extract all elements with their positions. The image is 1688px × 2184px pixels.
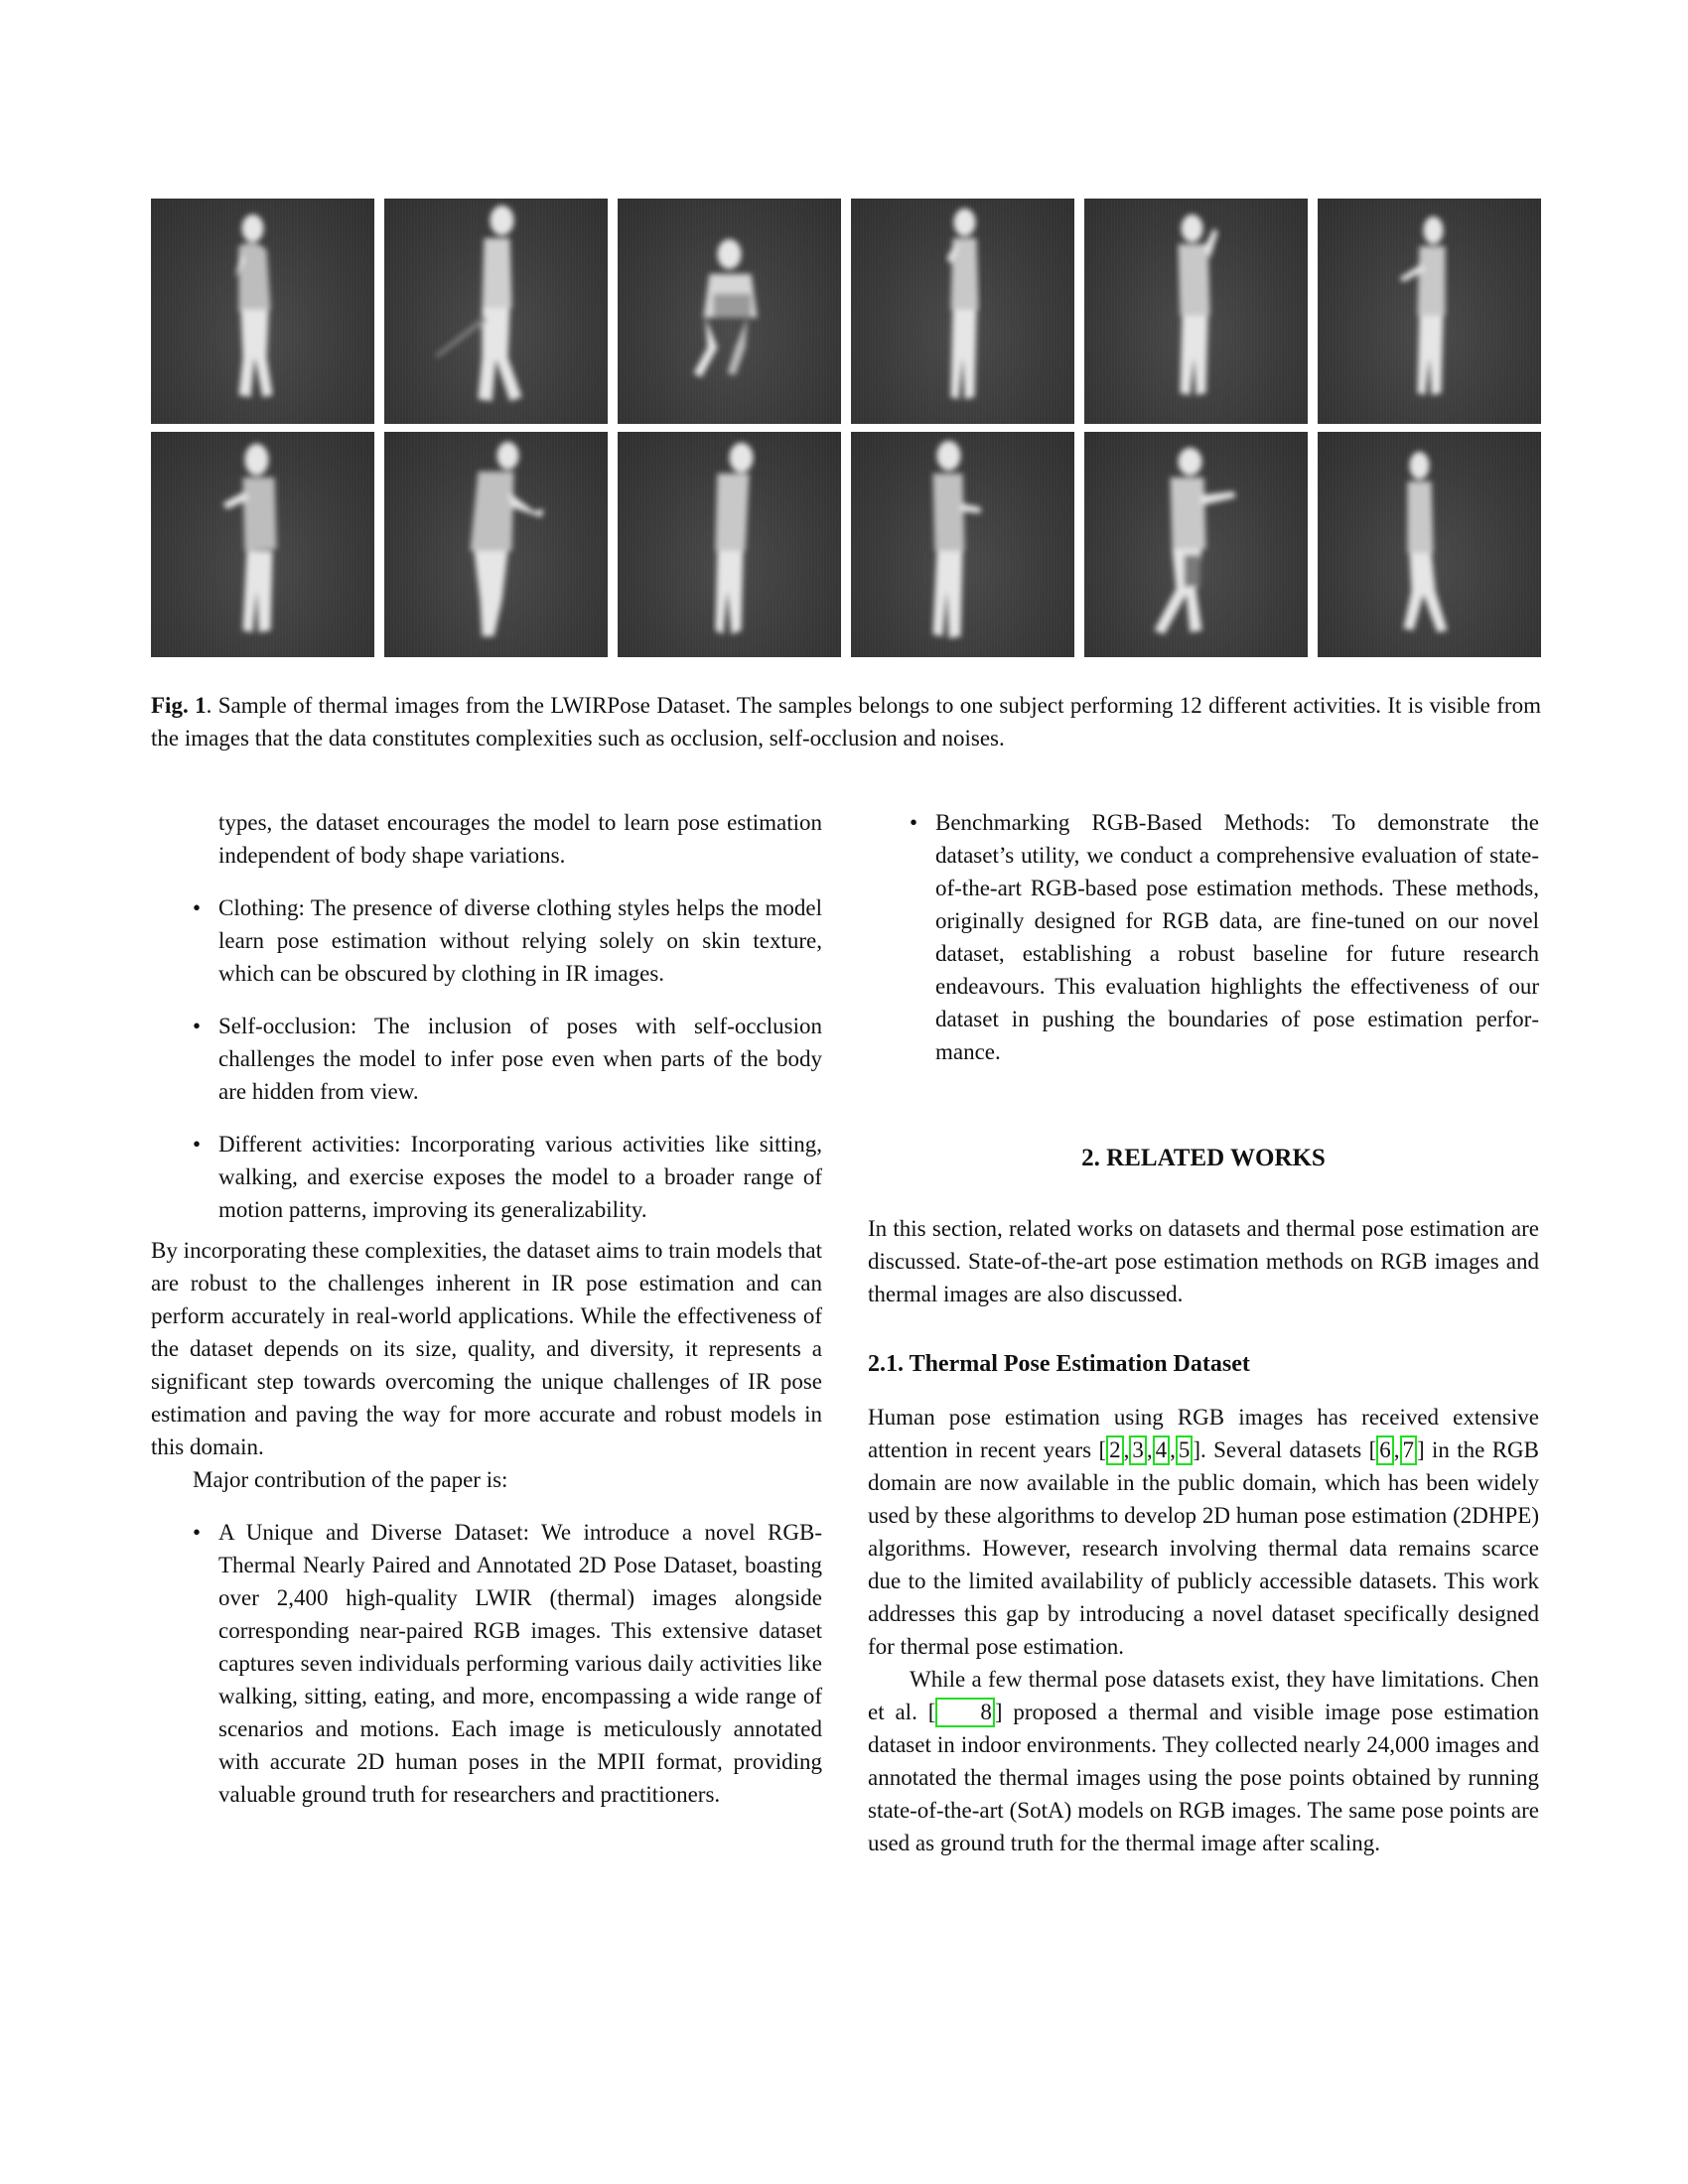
person-silhouette-icon: [618, 199, 841, 424]
citation-link[interactable]: 6: [1376, 1435, 1394, 1465]
thermal-image-tile: [151, 199, 374, 424]
citation-link[interactable]: 5: [1176, 1435, 1194, 1465]
list-item: • Different activities: Incorporating various activities like sitting, walking, and exercise exposes the model to a broader range of motion patterns, improving its generalizability.: [151, 1128, 822, 1226]
thermal-image-tile: [1084, 199, 1308, 424]
bullet-continuation: types, the dataset encourages the model to learn pose estimation independent of body shape variations.: [218, 810, 822, 868]
thermal-image-tile: [1318, 199, 1541, 424]
list-item: • Self-occlusion: The inclusion of poses with self-occlusion challenges the model to infer pose even when parts of the body are hidden from view.: [151, 1010, 822, 1108]
bullet-icon: •: [193, 1014, 202, 1038]
thermal-image-tile: [384, 199, 608, 424]
citation-link[interactable]: 3: [1129, 1435, 1147, 1465]
list-item: • Benchmarking RGB-Based Methods: To demonstrate the dataset’s utility, we conduct a comprehensive evaluation of state-of-the-art RGB-based pose estimation methods. These methods, originally designed for RGB data, are fine-tuned on our novel dataset, establishing a robust baseline for future research endeavours. This evaluation highlights the effectiveness of our dataset in pushing the boundaries of pose estimation performance.: [868, 806, 1539, 1068]
section-intro: In this section, related works on datasets and thermal pose estimation are discussed. State-of-the-art pose estimation methods on RGB images and thermal images are also discussed.: [868, 1216, 1539, 1306]
citation-link[interactable]: 2: [1106, 1435, 1124, 1465]
body-paragraph: By incorporating these complexities, the dataset aims to train models that are robust to the challenges inherent in IR pose estimation and can perform accurately in real-world applications. While the effectiveness of the dataset depends on its size, quality, and diversity, it represents a significant step towards overcoming the unique challenges of IR pose estimation and paving the way for more accurate and robust models in this domain.: [151, 1238, 822, 1459]
list-item: • A Unique and Diverse Dataset: We introduce a novel RGB-Thermal Nearly Paired and Annotated 2D Pose Dataset, boasting over 2,400 high-quality LWIR (thermal) images alongside corresponding near-paired RGB images. This extensive dataset captures seven individuals performing various daily activities like walking, sitting, eating, and more, encompassing a wide range of scenarios and motions. Each image is meticulously annotated with accurate 2D human poses in the MPII format, providing valuable ground truth for researchers and practitioners.: [151, 1516, 822, 1811]
person-silhouette-icon: [151, 432, 374, 657]
thermal-image-tile: [151, 432, 374, 657]
thermal-image-tile: [384, 432, 608, 657]
thermal-image-tile: [618, 199, 841, 424]
thermal-image-tile: [851, 199, 1074, 424]
list-item: • Clothing: The presence of diverse clothing styles helps the model learn pose estimation without relying solely on skin texture, which can be obscured by clothing in IR images.: [151, 891, 822, 990]
bullet-icon: •: [193, 1520, 202, 1545]
contribution-bullet-list: [151, 1516, 822, 1811]
thermal-image-tile: [1318, 432, 1541, 657]
thermal-image-grid: [151, 199, 1541, 657]
figure-caption: [151, 689, 1541, 754]
right-column: [868, 806, 1539, 1859]
person-silhouette-icon: [1084, 199, 1308, 424]
bullet-icon: •: [193, 895, 202, 920]
citation-link[interactable]: 7: [1400, 1435, 1418, 1465]
section-heading: 2. RELATED WORKS: [1081, 1145, 1326, 1171]
person-silhouette-icon: [1084, 432, 1308, 657]
bullet-icon: •: [910, 810, 918, 835]
citation-link[interactable]: 8: [935, 1698, 995, 1727]
person-silhouette-icon: [851, 432, 1074, 657]
body-paragraph: While a few thermal pose datasets exist, they have limitations. Chen et al. [ 8 ] proposed a thermal and visible image pose estimation dataset in indoor environments. They collected nearly 24,000 images and annotated the thermal images using the pose points obtained by running state-of-the-art (SotA) models on RGB images. The same pose points are used as ground truth for the thermal image after scaling.: [868, 1667, 1539, 1855]
contribution-intro: Major contribution of the paper is:: [193, 1467, 508, 1492]
thermal-image-tile: [618, 432, 841, 657]
body-paragraph: Human pose estimation using RGB images has received extensive attention in recent years [ 2 , 3 , 4 , 5 ]. Several datasets [ 6 , 7 ] in the RGB domain are now available in the public domain, which has been widely used by these algorithms to develop 2D human pose estimation (2DHPE) algorithms. However, research involving thermal data remains scarce due to the limited availability of publicly accessible datasets. This work addresses this gap by introducing a novel dataset specifically designed for thermal pose estimation.: [868, 1405, 1539, 1659]
subsection-heading: 2.1. Thermal Pose Estimation Dataset: [868, 1351, 1250, 1377]
person-silhouette-icon: [384, 199, 608, 424]
bullet-icon: •: [193, 1132, 202, 1157]
person-silhouette-icon: [618, 432, 841, 657]
thermal-image-tile: [1084, 432, 1308, 657]
person-silhouette-icon: [851, 199, 1074, 424]
figure-caption-text: . Sample of thermal images from the LWIRPose Dataset. The samples belongs to one subject performing 12 different activities. It is visible from the images that the data constitutes complexities such as occlusion, self-occlusion and noises.: [151, 693, 1541, 751]
person-silhouette-icon: [1318, 432, 1541, 657]
person-silhouette-icon: [384, 432, 608, 657]
left-column: [151, 806, 822, 1831]
contribution-bullet-list-continued: [868, 806, 1539, 1068]
complexity-bullet-list: [151, 891, 822, 1226]
person-silhouette-icon: [1318, 199, 1541, 424]
citation-link[interactable]: 4: [1153, 1435, 1171, 1465]
figure-label: Fig. 1: [151, 693, 207, 718]
thermal-image-tile: [851, 432, 1074, 657]
person-silhouette-icon: [151, 199, 374, 424]
